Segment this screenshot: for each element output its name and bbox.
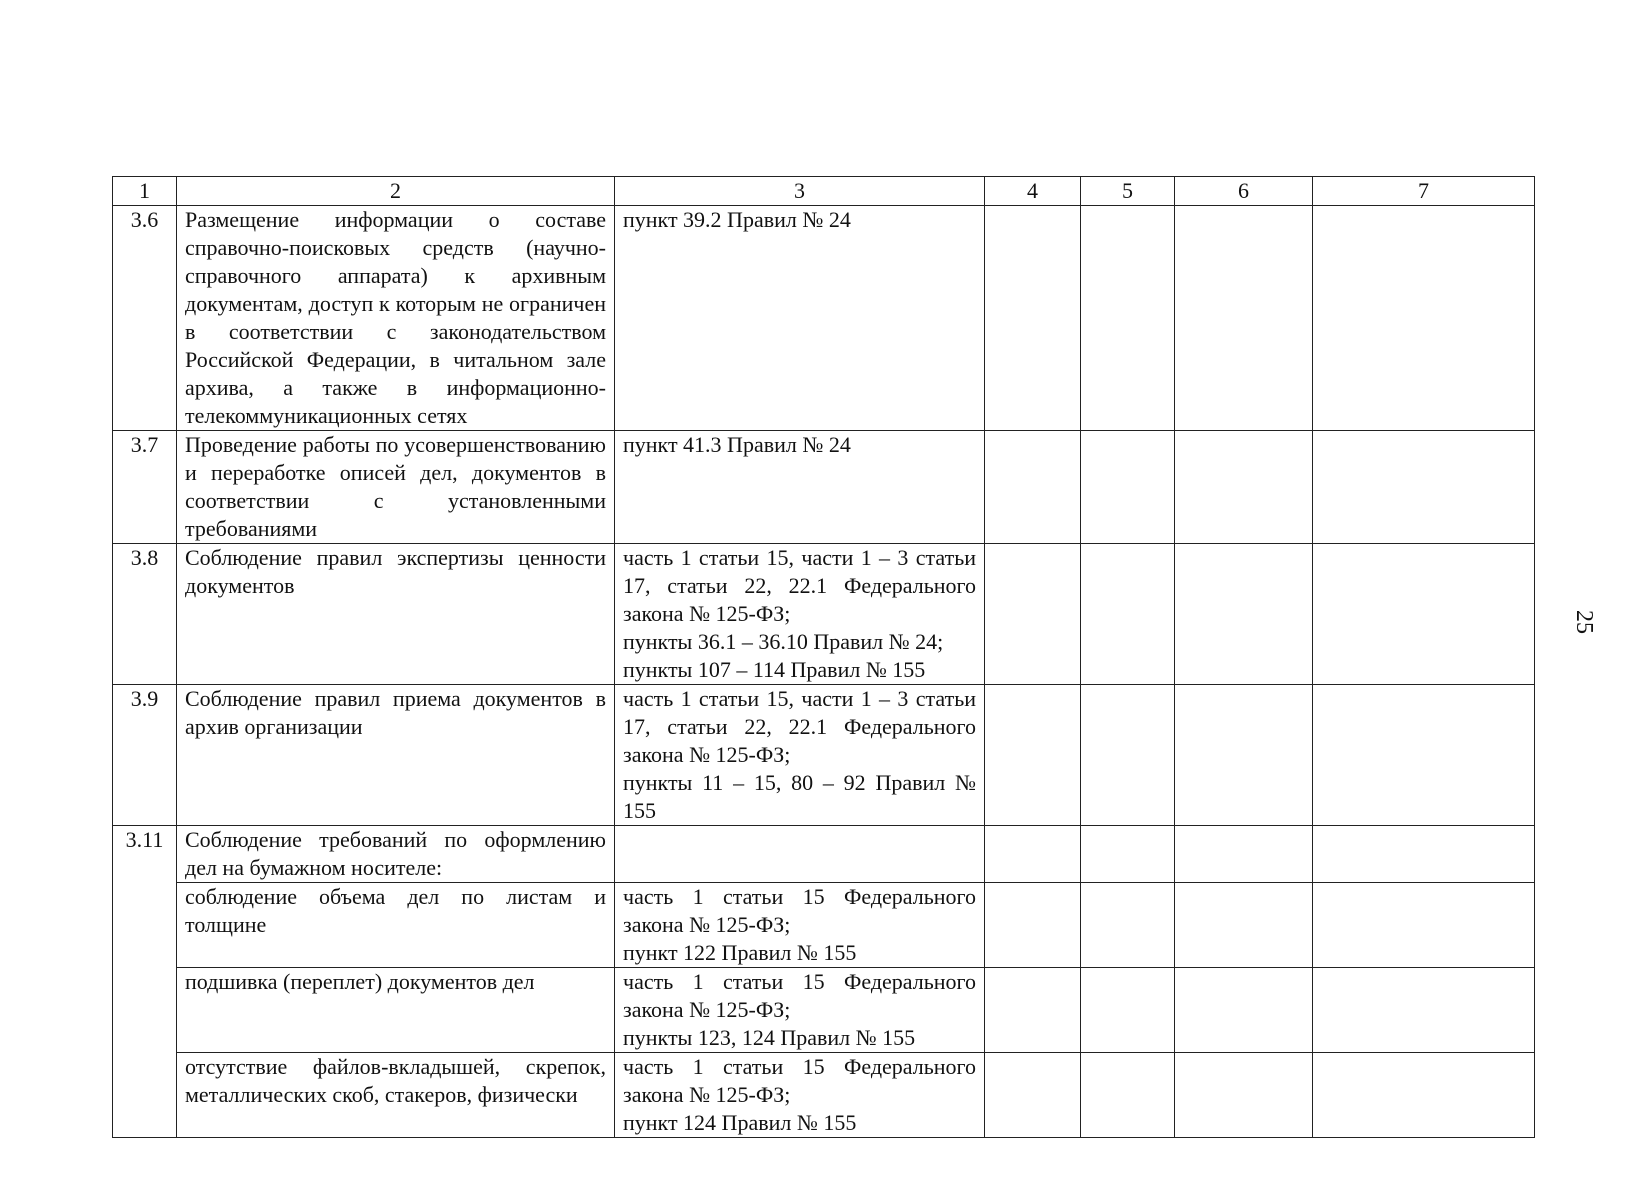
empty-cell	[1175, 431, 1313, 544]
table-row	[113, 206, 1535, 431]
empty-cell	[1313, 685, 1535, 826]
empty-cell	[1313, 206, 1535, 431]
reference-line: пункты 123, 124 Правил № 155	[623, 1025, 916, 1050]
reference-line: часть 1 статьи 15, части 1 – 3 статьи 17, статьи 22, 22.1 Федерального закона № 125-ФЗ;	[623, 686, 976, 767]
column-header: 7	[1313, 177, 1535, 206]
table-row	[113, 1053, 1535, 1138]
column-header: 5	[1081, 177, 1175, 206]
reference-cell	[615, 883, 985, 968]
empty-cell	[1081, 883, 1175, 968]
column-header: 6	[1175, 177, 1313, 206]
empty-cell	[1081, 206, 1175, 431]
empty-cell	[1081, 968, 1175, 1053]
requirement-cell: Соблюдение правил экспертизы ценности документов	[177, 544, 615, 685]
table-row	[113, 826, 1535, 883]
requirement-cell: Размещение информации о составе справочно-поисковых средств (научно-справочного аппарата) к архивным документам, доступ к которым не ограничен в соответствии с законодательством Российской Федерации, в читальном зале архива, а также в информационно-телекоммуникационных сетях	[177, 206, 615, 431]
empty-cell	[1313, 431, 1535, 544]
row-number: 3.7	[113, 431, 177, 544]
empty-cell	[1081, 1053, 1175, 1138]
table-row	[113, 544, 1535, 685]
table-header-row	[113, 177, 1535, 206]
reference-line: часть 1 статьи 15 Федерального закона № 125-ФЗ;	[623, 969, 976, 1022]
column-header: 4	[985, 177, 1081, 206]
reference-line: часть 1 статьи 15 Федерального закона № 125-ФЗ;	[623, 1054, 976, 1107]
empty-cell	[1175, 826, 1313, 883]
empty-cell	[1313, 1053, 1535, 1138]
empty-cell	[1081, 431, 1175, 544]
row-number: 3.11	[113, 826, 177, 1138]
reference-line: пункты 107 – 114 Правил № 155	[623, 657, 926, 682]
column-header: 2	[177, 177, 615, 206]
column-header: 3	[615, 177, 985, 206]
reference-cell	[615, 544, 985, 685]
column-header: 1	[113, 177, 177, 206]
reference-cell	[615, 968, 985, 1053]
reference-line: пункты 11 – 15, 80 – 92 Правил № 155	[623, 770, 976, 823]
empty-cell	[1175, 206, 1313, 431]
reference-line: пункт 124 Правил № 155	[623, 1110, 857, 1135]
reference-cell: пункт 39.2 Правил № 24	[615, 206, 985, 431]
empty-cell	[1175, 685, 1313, 826]
empty-cell	[1313, 544, 1535, 685]
empty-cell	[985, 431, 1081, 544]
row-number: 3.6	[113, 206, 177, 431]
reference-cell	[615, 826, 985, 883]
empty-cell	[985, 968, 1081, 1053]
empty-cell	[1313, 883, 1535, 968]
empty-cell	[985, 826, 1081, 883]
table-row	[113, 883, 1535, 968]
empty-cell	[1081, 826, 1175, 883]
empty-cell	[1175, 968, 1313, 1053]
empty-cell	[1081, 544, 1175, 685]
row-number: 3.9	[113, 685, 177, 826]
empty-cell	[1313, 826, 1535, 883]
empty-cell	[985, 685, 1081, 826]
empty-cell	[1081, 685, 1175, 826]
requirement-cell: соблюдение объема дел по листам и толщине	[177, 883, 615, 968]
requirement-cell: Проведение работы по усовершенствованию и переработке описей дел, документов в соответствии с установленными требованиями	[177, 431, 615, 544]
table-row	[113, 968, 1535, 1053]
requirement-cell: подшивка (переплет) документов дел	[177, 968, 615, 1053]
reference-cell: пункт 41.3 Правил № 24	[615, 431, 985, 544]
requirement-cell: Соблюдение требований по оформлению дел на бумажном носителе:	[177, 826, 615, 883]
table-row	[113, 685, 1535, 826]
requirement-cell: отсутствие файлов-вкладышей, скрепок, металлических скоб, стакеров, физически	[177, 1053, 615, 1138]
requirement-cell: Соблюдение правил приема документов в архив организации	[177, 685, 615, 826]
empty-cell	[985, 883, 1081, 968]
page-number: 25	[1571, 610, 1597, 634]
empty-cell	[985, 544, 1081, 685]
empty-cell	[985, 206, 1081, 431]
empty-cell	[1175, 883, 1313, 968]
table-row	[113, 431, 1535, 544]
document-table	[112, 176, 1535, 1138]
reference-line: часть 1 статьи 15, части 1 – 3 статьи 17, статьи 22, 22.1 Федерального закона № 125-ФЗ;	[623, 545, 976, 626]
empty-cell	[1175, 544, 1313, 685]
empty-cell	[1313, 968, 1535, 1053]
reference-line: пункты 36.1 – 36.10 Правил № 24;	[623, 629, 944, 654]
empty-cell	[985, 1053, 1081, 1138]
reference-cell	[615, 1053, 985, 1138]
empty-cell	[1175, 1053, 1313, 1138]
reference-line: пункт 122 Правил № 155	[623, 940, 857, 965]
row-number: 3.8	[113, 544, 177, 685]
reference-line: часть 1 статьи 15 Федерального закона № 125-ФЗ;	[623, 884, 976, 937]
reference-cell	[615, 685, 985, 826]
